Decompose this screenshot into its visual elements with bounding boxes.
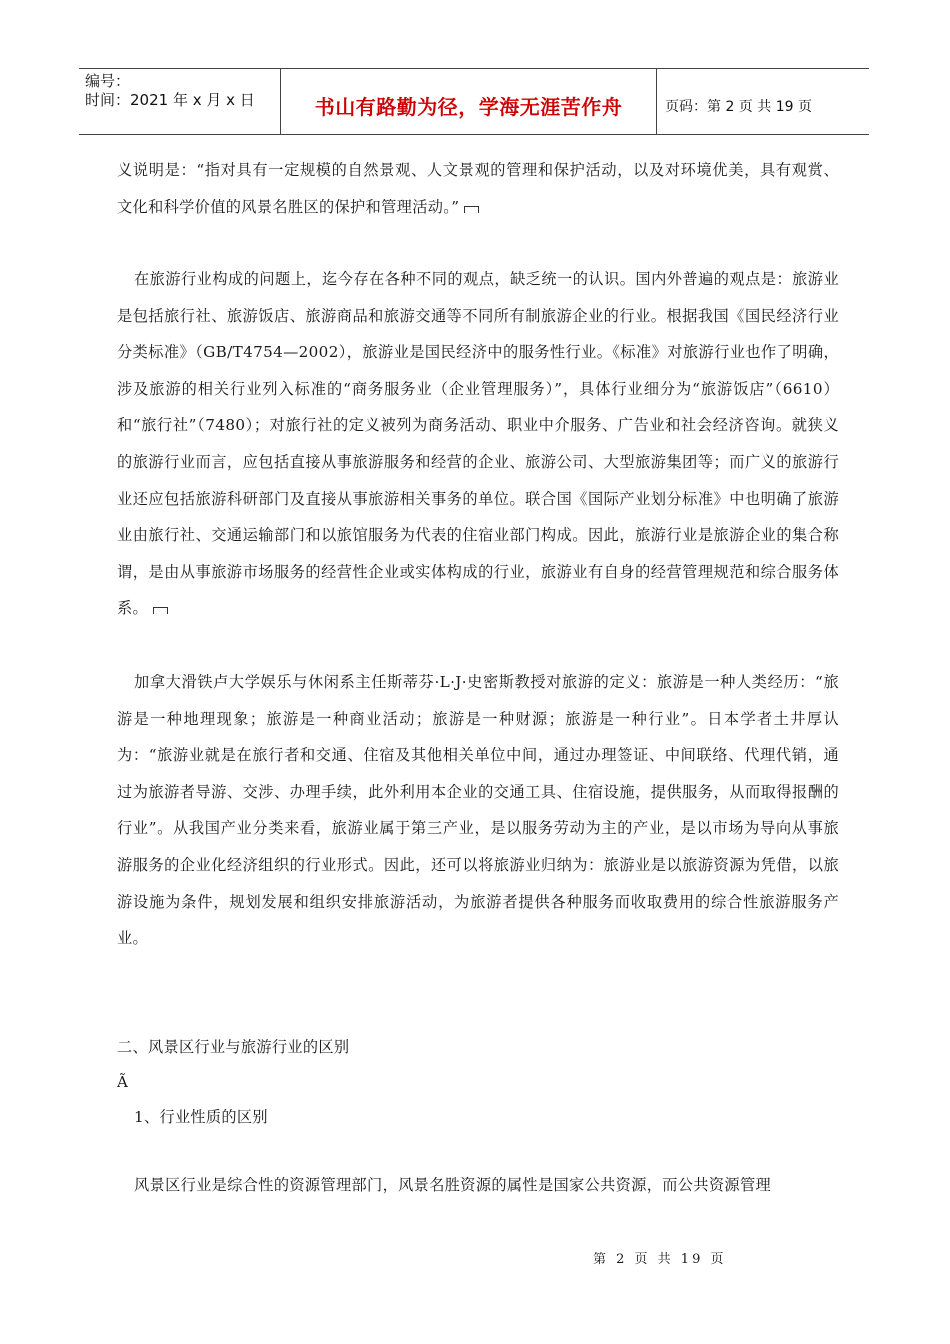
paragraph-2 [117,261,839,627]
paragraph-4: 风景区行业是综合性的资源管理部门，风景名胜资源的属性是国家公共资源，而公共资源管理 [134,1176,772,1194]
header-meta [79,69,281,134]
header-page-info: 页码：第 2 页 共 19 页 [665,98,812,115]
document-header [79,68,869,135]
paragraph-2-text: 在旅游行业构成的问题上，迄今存在各种不同的观点，缺乏统一的认识。国内外普遍的观点是：旅游业是包括旅行社、旅游饭店、旅游商品和旅游交通等不同所有制旅游企业的行业。根据我国《国民经济行业分类标准》（GB/T4754—2002），旅游业是国民经济中的服务性行业。《标准》对旅游行业也作了明确，涉及旅游的相关行业列入标准的“商务服务业（企业管理服务）”，具体行业细分为“旅游饭店”（6610）和“旅行社”（7480）；对旅行社的定义被列为商务活动、职业中介服务、广告业和社会经济咨询。就狭义的旅游行业而言，应包括直接从事旅游服务和经营的企业、旅游公司、大型旅游集团等；而广义的旅游行业还应包括旅游科研部门及直接从事旅游相关事务的单位。联合国《国际产业划分标准》中也明确了旅游业由旅行社、交通运输部门和以旅馆服务为代表的住宿业部门构成。因此，旅游行业是旅游企业的集合称谓，是由从事旅游市场服务的经营性企业或实体构成的行业，旅游业有自身的经营管理规范和综合服务体系。 [117,270,839,618]
footnote-marker [464,206,479,213]
paragraph-1-text: 义说明是：“指对具有一定规模的自然景观、人文景观的管理和保护活动，以及对环境优美，具有观赏、文化和科学价值的风景名胜区的保护和管理活动。” [117,161,839,216]
paragraph-3-text: 加拿大滑铁卢大学娱乐与休闲系主任斯蒂芬·L·J·史密斯教授对旅游的定义：旅游是一种人类经历：“旅游是一种地理现象；旅游是一种商业活动；旅游是一种财源；旅游是一种行业”。日本学者土井厚认为：“旅游业就是在旅行者和交通、住宿及其他相关单位中间，通过办理签证、中间联络、代理代销，通过为旅游者导游、交涉、办理手续，此外利用本企业的交通工具、住宿设施，提供服务，从而取得报酬的行业”。从我国产业分类来看，旅游业属于第三产业，是以服务劳动为主的产业，是以市场为导向从事旅游服务的企业化经济组织的行业形式。因此，还可以将旅游业归纳为：旅游业是以旅游资源为凭借，以旅游设施为条件，规划发展和组织安排旅游活动，为旅游者提供各种服务而收取费用的综合性旅游服务产业。 [117,673,839,948]
header-motto: 书山有路勤为径，学海无涯苦作舟 [281,69,657,134]
paragraph-3 [117,664,839,957]
serial-label: 编号： [85,72,131,90]
time-label: 时间：2021 年 x 月 x 日 [85,91,255,109]
stray-glyph: Ã [117,1073,128,1091]
paragraph-1 [117,152,839,225]
section-heading: 二、风景区行业与旅游行业的区别 [117,1038,350,1056]
subheading: 1、行业性质的区别 [134,1108,268,1126]
page-footer: 第 2 页 共 19 页 [593,1252,727,1267]
footnote-marker [153,607,168,614]
